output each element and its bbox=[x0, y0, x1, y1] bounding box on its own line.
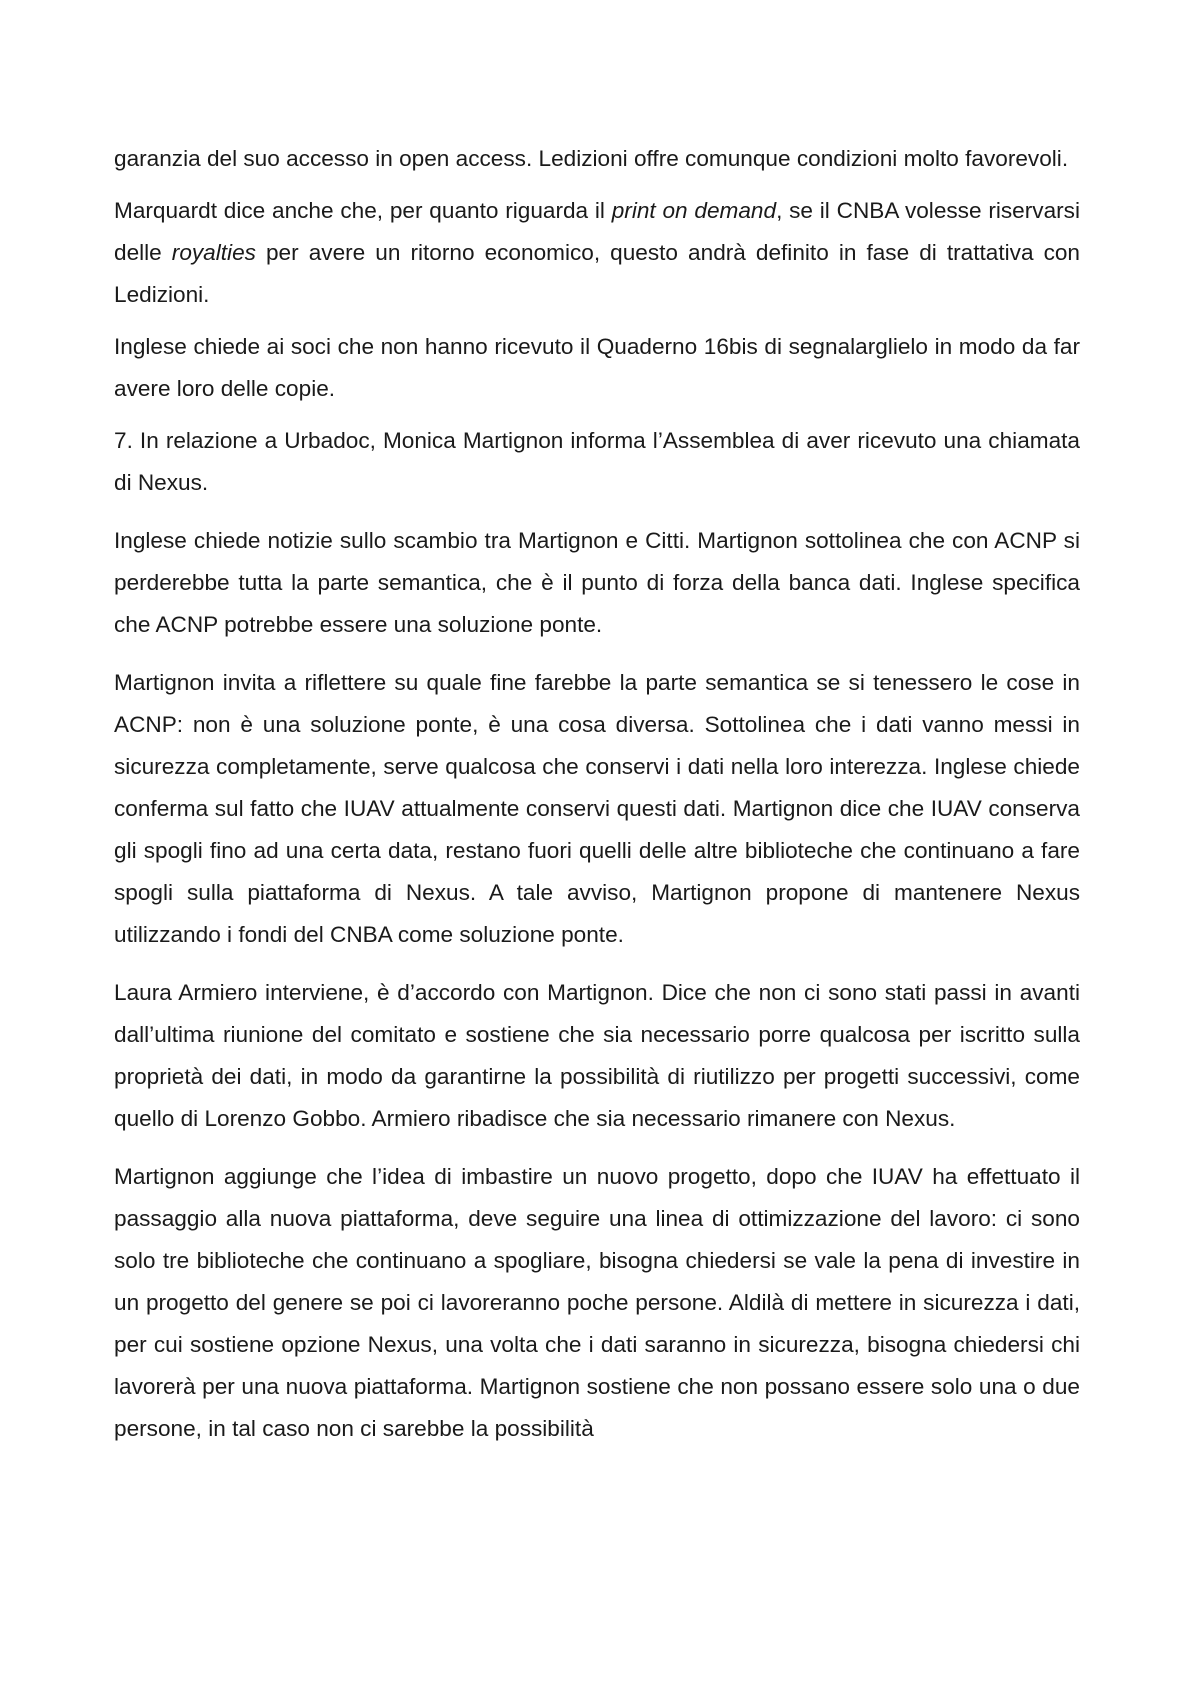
text-run: Laura Armiero interviene, è d’accordo con Martignon. Dice che non ci sono stati passi in avanti dall’ultima riunione del comitato e sostiene che sia necessario porre qualcosa per iscritto sulla proprietà dei dati, in modo da garantirne la possibilità di riutilizzo per progetti successivi, come quello di Lorenzo Gobbo. Armiero ribadisce che sia necessario rimanere con Nexus. bbox=[114, 980, 1080, 1131]
text-run: Inglese chiede ai soci che non hanno ricevuto il Quaderno 16bis di segnalarglielo in modo da far avere loro delle copie. bbox=[114, 334, 1080, 401]
paragraph bbox=[114, 662, 1080, 956]
text-run: Marquardt dice anche che, per quanto riguarda il bbox=[114, 198, 612, 223]
document-body bbox=[114, 138, 1080, 1450]
text-run: 7. In relazione a Urbadoc, Monica Martignon informa l’Assemblea di aver ricevuto una chiamata di Nexus. bbox=[114, 428, 1080, 495]
text-run: , se il CNBA volesse riservarsi delle bbox=[114, 198, 1080, 265]
paragraph bbox=[114, 520, 1080, 646]
paragraph bbox=[114, 326, 1080, 410]
text-run: Inglese chiede notizie sullo scambio tra Martignon e Citti. Martignon sottolinea che con ACNP si perderebbe tutta la parte semantica, che è il punto di forza della banca dati. Inglese specifica che ACNP potrebbe essere una soluzione ponte. bbox=[114, 528, 1080, 637]
text-run: per avere un ritorno economico, questo andrà definito in fase di trattativa con Ledizioni. bbox=[114, 240, 1080, 307]
paragraph bbox=[114, 972, 1080, 1140]
paragraph bbox=[114, 190, 1080, 316]
text-run: Martignon aggiunge che l’idea di imbastire un nuovo progetto, dopo che IUAV ha effettuato il passaggio alla nuova piattaforma, deve seguire una linea di ottimizzazione del lavoro: ci sono solo tre biblioteche che continuano a spogliare, bisogna chiedersi se vale la pena di investire in un progetto del genere se poi ci lavoreranno poche persone. Aldilà di mettere in sicurezza i dati, per cui sostiene opzione Nexus, una volta che i dati saranno in sicurezza, bisogna chiedersi chi lavorerà per una nuova piattaforma. Martignon sostiene che non possano essere solo una o due persone, in tal caso non ci sarebbe la possibilità bbox=[114, 1164, 1080, 1441]
italic-term: print on demand bbox=[611, 198, 777, 223]
text-run: garanzia del suo accesso in open access. Ledizioni offre comunque condizioni molto favorevoli. bbox=[114, 146, 1069, 171]
italic-term: royalties bbox=[171, 240, 256, 265]
paragraph bbox=[114, 1156, 1080, 1450]
paragraph bbox=[114, 138, 1080, 180]
paragraph bbox=[114, 420, 1080, 504]
text-run: Martignon invita a riflettere su quale fine farebbe la parte semantica se si tenessero le cose in ACNP: non è una soluzione ponte, è una cosa diversa. Sottolinea che i dati vanno messi in sicurezza completamente, serve qualcosa che conservi i dati nella loro interezza. Inglese chiede conferma sul fatto che IUAV attualmente conservi questi dati. Martignon dice che IUAV conserva gli spogli fino ad una certa data, restano fuori quelli delle altre biblioteche che continuano a fare spogli sulla piattaforma di Nexus. A tale avviso, Martignon propone di mantenere Nexus utilizzando i fondi del CNBA come soluzione ponte. bbox=[114, 670, 1080, 947]
